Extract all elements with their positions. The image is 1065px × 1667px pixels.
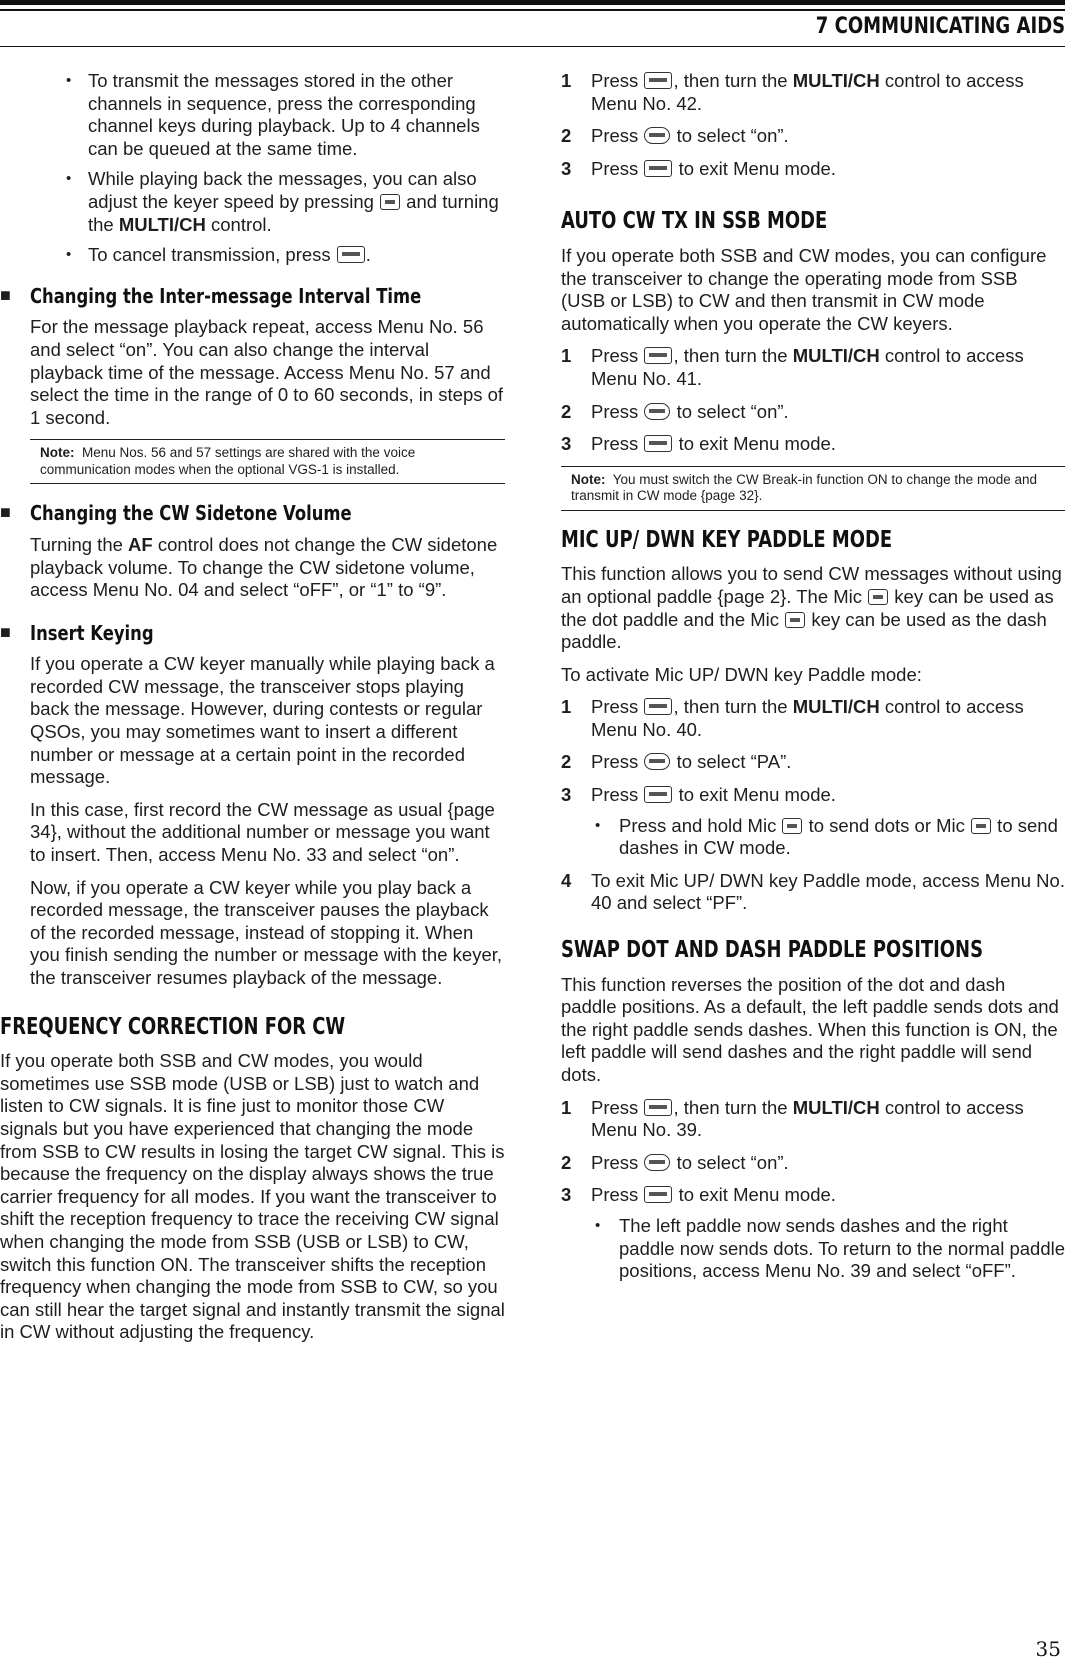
mic-dwn-key-icon: [785, 612, 805, 628]
header-rule-thin: [0, 9, 1065, 11]
menu-key-icon: [644, 347, 672, 364]
subsection-heading: ■ Insert Keying: [0, 622, 505, 646]
menu-key-icon: [644, 160, 672, 177]
list-item: 2 Press to select “on”.: [561, 400, 789, 422]
list-item: 2 Press to select “on”.: [561, 1151, 789, 1173]
subsection-body: Turning the AF control does not change the CW sidetone playback volume. To change the CW sidetone volume, access Menu No. 04 and select “oFF”, or “1” to “9”.: [30, 533, 498, 601]
section-title: MIC UP/ DWN KEY PADDLE MODE: [561, 526, 893, 553]
list-item: 3 Press to exit Menu mode.: [561, 157, 836, 179]
subsection-heading: ■ Changing the CW Sidetone Volume: [0, 502, 505, 526]
list-item: 1 Press , then turn the MULTI/CH control to access Menu No. 42.: [561, 70, 1024, 114]
list-item: 2 Press to select “on”.: [561, 125, 789, 147]
header-underline: [0, 46, 1065, 47]
list-item: 3 Press to exit Menu mode. • Press and hold Mic to send dots or Mic to send dashes in CW mode.: [561, 784, 1065, 860]
clr-key-icon: [337, 246, 365, 263]
list-item: 4 To exit Mic UP/ DWN key Paddle mode, access Menu No. 40 and select “PF”.: [561, 869, 1065, 914]
list-item: • While playing back the messages, you can also adjust the keyer speed by pressing and turning the MULTI/CH control.: [62, 168, 505, 236]
mic-up-key-icon: [868, 589, 888, 605]
mic-dwn-key-icon: [971, 818, 991, 834]
section-title: SWAP DOT AND DASH PADDLE POSITIONS: [561, 937, 984, 964]
list-item: 2 Press to select “PA”.: [561, 751, 792, 773]
up-down-key-icon: [644, 127, 670, 144]
right-column: 1 Press , then turn the MULTI/CH control to access Menu No. 42. 2 Press to select “on”. 3 Press to exit Menu mode. AUTO CW TX IN SSB MODE If you operate both SSB and CW modes, you can configure the transceiver to change the operating mode from SSB (USB or LSB) to CW and then transmit in CW mode automatically when you operate the CW keyers. 1 Press , then turn the MULTI/CH control to access Menu No. 41. 2 Press to select “on”. 3 Press to exit Menu mode. Note: You must switch the CW Break-in function ON to change the mode and transmit in CW mode {page 32}. MIC UP/ DWN KEY PADDLE MODE This function allows you to send CW messages without using an optional paddle {page 2}. The Mic key can be used as the dot paddle and the Mic key can be used as the dash paddle. To activate Mic UP/ DWN key Paddle mode: 1 Press , then turn the MULTI/CH control to access Menu No. 40. 2 Press to select “PA”. 3 Press to exit Menu mode. • Press and hold Mic to send dots or Mic to send dashes in CW mode. 4 To exit Mic UP/ DWN key Paddle mode, access Menu No. 40 and select “PF”. SWAP DOT AND DASH PADDLE POSITIONS This function reverses the position of the dot and dash paddle positions. As a default, the left paddle sends dots and the right paddle sends dashes. When this function is ON, the left paddle will send dashes and the right paddle will send dots. 1 Press , then turn the MULTI/CH control to access Menu No. 39. 2 Press to select “on”. 3 Press to exit Menu mode. • The left paddle now sends dashes and the right paddle now sends dots. To return to the normal paddle positions, access Menu No. 39 and select “oFF”.: [561, 70, 1065, 1293]
note-box: Note: You must switch the CW Break-in function ON to change the mode and transmit in CW mode {page 32}.: [561, 466, 1065, 511]
subsection-heading: ■ Changing the Inter-message Interval Time: [0, 285, 505, 309]
up-down-key-icon: [644, 1154, 670, 1171]
subsection-body: If you operate a CW keyer manually while playing back a recorded CW message, the transceiver stops playing back the message. However, during contests or regular QSOs, you may sometimes want to insert a different number or message at a certain point in the recorded message. In this case, first record the CW message as usual {page 34}, without the additional number or message you want to insert. Then, access Menu No. 33 and select “on”. Now, if you operate a CW keyer while you play back a recorded message, the transceiver pauses the playback of the recorded message, instead of stopping it. When you finish sending the number or message with the keyer, the transceiver resumes playback of the message.: [30, 653, 503, 988]
menu-key-icon: [644, 1186, 672, 1203]
up-down-key-icon: [644, 403, 670, 420]
list-item: • Press and hold Mic to send dots or Mic to send dashes in CW mode.: [591, 815, 1065, 860]
list-item: 1 Press , then turn the MULTI/CH control to access Menu No. 40.: [561, 696, 1024, 740]
steps-list: [561, 345, 1065, 455]
note-box: Note: Menu Nos. 56 and 57 settings are shared with the voice communication modes when the optional VGS-1 is installed.: [30, 439, 505, 484]
list-item: 3 Press to exit Menu mode.: [561, 433, 836, 455]
header-rule-thick: [0, 0, 1065, 5]
chapter-title: 7 COMMUNICATING AIDS: [815, 14, 1065, 39]
section-title: AUTO CW TX IN SSB MODE: [561, 208, 828, 235]
menu-key-icon: [644, 698, 672, 715]
list-item: 3 Press to exit Menu mode. • The left paddle now sends dashes and the right paddle now sends dots. To return to the normal paddle positions, access Menu No. 39 and select “oFF”.: [561, 1184, 1065, 1282]
menu-key-icon: [644, 435, 672, 452]
menu-key-icon: [644, 786, 672, 803]
steps-list: [561, 1097, 1065, 1283]
list-item: 1 Press , then turn the MULTI/CH control to access Menu No. 39.: [561, 1096, 1024, 1141]
mic-up-key-icon: [782, 818, 802, 834]
playback-bullets: [62, 70, 505, 267]
left-column: • To transmit the messages stored in the other channels in sequence, press the corresponding channel keys during playback. Up to 4 channels can be queued at the same time. • While playing back the messages, you can also adjust the keyer speed by pressing and turning the MULTI/CH control. • To cancel transmission, press . ■ Changing the Inter-message Interval Time For the message playback repeat, access Menu No. 56 and select “on”. You can also change the interval playback time of the message. Access Menu No. 57 and select the time in the range of 0 to 60 seconds, in steps of 1 second. Note: Menu Nos. 56 and 57 settings are shared with the voice communication modes when the optional VGS-1 is installed. ■ Changing the CW Sidetone Volume Turning the AF control does not change the CW sidetone playback volume. To change the CW sidetone volume, access Menu No. 04 and select “oFF”, or “1” to “9”. ■ Insert Keying If you operate a CW keyer manually while playing back a recorded CW message, the transceiver stops playing back the message. However, during contests or regular QSOs, you may sometimes want to insert a different number or message at a certain point in the recorded message. In this case, first record the CW message as usual {page 34}, without the additional number or message you want to insert. Then, access Menu No. 33 and select “on”. Now, if you operate a CW keyer while you play back a recorded message, the transceiver pauses the playback of the recorded message, instead of stopping it. When you finish sending the number or message with the keyer, the transceiver resumes playback of the message. FREQUENCY CORRECTION FOR CW If you operate both SSB and CW modes, you would sometimes use SSB mode (USB or LSB) just to watch and listen to CW signals. It is fine just to monitor those CW signals but you have experienced that changing the mode from SSB to CW results in losing the target CW signal. This is because the frequency on the display always shows the true carrier frequency for all modes. If you want the transceiver to shift the reception frequency to trace the receiving CW signal when changing the mode from SSB (USB or LSB) to CW, switch this function ON. The transceiver shifts the reception frequency when changing the mode from SSB to CW, so you can still hear the target signal and instantly transmit the signal in CW without adjusting the frequency.: [0, 70, 505, 1354]
list-item: 1 Press , then turn the MULTI/CH control to access Menu No. 41.: [561, 345, 1024, 389]
subsection-body: For the message playback repeat, access Menu No. 56 and select “on”. You can also change the interval playback time of the message. Access Menu No. 57 and select the time in the range of 0 to 60 seconds, in steps of 1 second. Note: Menu Nos. 56 and 57 settings are shared with the voice communication modes when the optional VGS-1 is installed.: [0, 316, 505, 484]
section-title: FREQUENCY CORRECTION FOR CW: [0, 1013, 346, 1040]
list-item: • The left paddle now sends dashes and the right paddle now sends dots. To return to the normal paddle positions, access Menu No. 39 and select “oFF”.: [591, 1215, 1065, 1283]
up-down-key-icon: [644, 753, 670, 770]
list-item: • To cancel transmission, press .: [62, 244, 505, 267]
menu-key-icon: [644, 1099, 672, 1116]
steps-list: [561, 696, 1065, 915]
list-item: • To transmit the messages stored in the other channels in sequence, press the corresponding channel keys during playback. Up to 4 channels can be queued at the same time.: [62, 70, 505, 160]
menu-key-icon: [644, 72, 672, 89]
page-number: 35: [1035, 1637, 1061, 1661]
steps-list: [561, 70, 1065, 180]
delay-key-icon: [380, 194, 400, 210]
